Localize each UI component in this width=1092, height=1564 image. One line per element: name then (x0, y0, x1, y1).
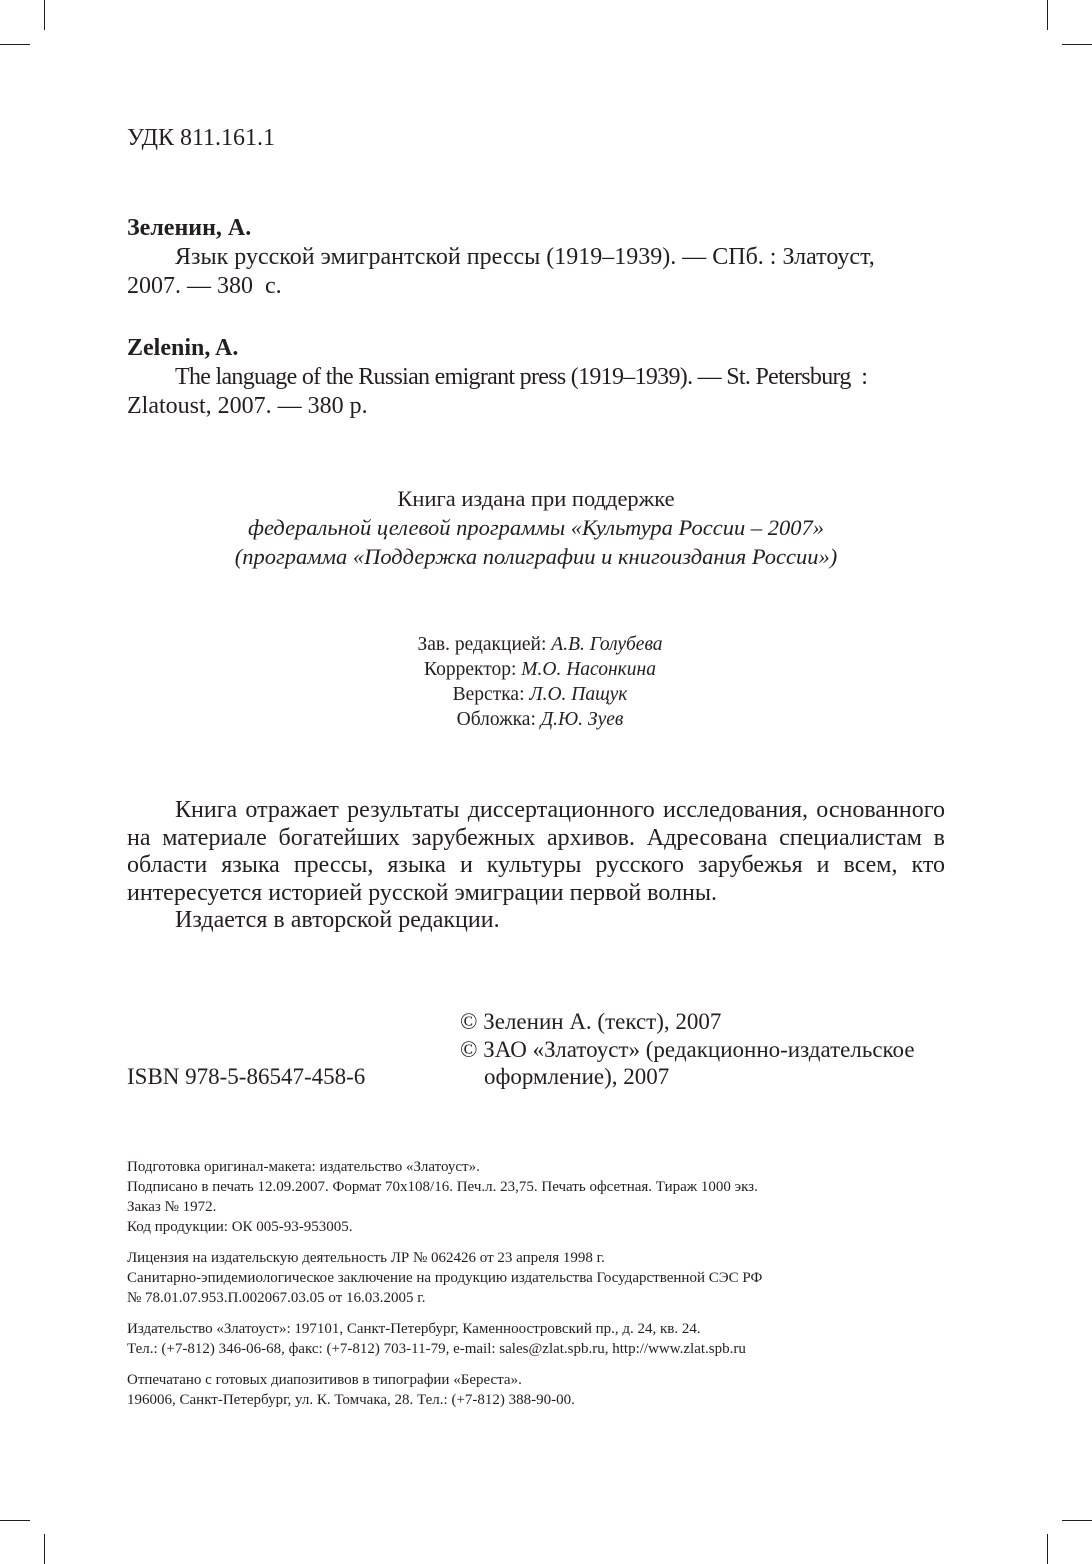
author-name-english: Zelenin, A. (127, 335, 239, 361)
annotation-paragraph: Книга отражает результаты диссертационного исследования, основанного на материале богатейших зарубежных архивов. Адресована специалистам в области языка прессы, языка и культуры русского зарубежья и всем, кто интересуется историей русской эмиграции первой волны. (127, 797, 945, 906)
imprint-line: Подписано в печать 12.09.2007. Формат 70х108/16. Печ.л. 23,75. Печать офсетная. Тираж 1000 экз. (127, 1179, 758, 1195)
title-line-russian: Язык русской эмигрантской прессы (1919–1939). — СПб. : Златоуст, (175, 244, 875, 270)
annotation-note: Издается в авторской редакции. (175, 907, 500, 933)
imprint-line: Издательство «Златоуст»: 197101, Санкт-Петербург, Каменноостровский пр., д. 24, кв. 24. (127, 1321, 701, 1337)
imprint-line: Подготовка оригинал-макета: издательство «Златоуст». (127, 1159, 480, 1175)
imprint-line: № 78.01.07.953.П.002067.03.05 от 16.03.2005 г. (127, 1290, 426, 1306)
staff-proofreader: Корректор: М.О. Насонкина (424, 659, 656, 680)
crop-mark-top-right-vertical (1047, 0, 1048, 30)
bibliographic-entry-russian (127, 214, 945, 301)
copyright-author: © Зеленин А. (текст), 2007 (460, 1009, 722, 1034)
imprint-line: Лицензия на издательскую деятельность ЛР № 062426 от 23 апреля 1998 г. (127, 1250, 605, 1266)
copyright-publisher: © ЗАО «Златоуст» (редакционно-издательское (460, 1036, 915, 1062)
crop-mark-bottom-left-vertical (44, 1534, 45, 1564)
imprint-group-printer (127, 1370, 927, 1410)
imprint-line: Код продукции: ОК 005-93-953005. (127, 1219, 353, 1235)
title-line-english: The language of the Russian emigrant press (1919–1939). — St. Petersburg : (175, 364, 868, 390)
bibliographic-entry-english (127, 334, 945, 421)
imprint-line: Отпечатано с готовых диапозитивов в типографии «Береста». (127, 1372, 522, 1388)
editorial-staff (300, 632, 780, 732)
imprint-group-publisher (127, 1319, 927, 1359)
program-name: федеральной целевой программы «Культура России – 2007» (248, 515, 824, 540)
crop-mark-top-left-vertical (44, 0, 45, 30)
staff-layout: Верстка: Л.О. Пащук (452, 684, 628, 705)
imprint-line: 196006, Санкт-Петербург, ул. К. Томчака, 28. Тел.: (+7-812) 388-90-00. (127, 1392, 575, 1408)
staff-cover: Обложка: Д.Ю. Зуев (456, 709, 624, 730)
annotation (127, 797, 945, 935)
copyright-publisher-cont: оформление), 2007 (484, 1064, 670, 1089)
isbn: ISBN 978-5-86547-458-6 (127, 1064, 366, 1089)
staff-editor: Зав. редакцией: А.В. Голубева (417, 634, 663, 655)
imprint-group-license (127, 1248, 927, 1308)
crop-mark-bottom-right-horizontal (1062, 1520, 1092, 1521)
subprogram-name: (программа «Поддержка полиграфии и книгоиздания России») (234, 544, 838, 569)
imprint-block (127, 1157, 927, 1421)
imprint-line: Санитарно-эпидемиологическое заключение на продукцию издательства Государственной СЭС РФ (127, 1270, 763, 1286)
imprint-line-english: Zlatoust, 2007. — 380 p. (127, 393, 368, 419)
imprint-line: Заказ № 1972. (127, 1199, 217, 1215)
crop-mark-bottom-right-vertical (1047, 1534, 1048, 1564)
crop-mark-top-left-horizontal (0, 44, 30, 45)
imprint-group-production (127, 1157, 927, 1237)
imprint-line-russian: 2007. — 380 с. (127, 273, 282, 299)
author-name-russian: Зеленин, А. (127, 215, 252, 241)
copyright-block (460, 1008, 960, 1091)
udk-code: УДК 811.161.1 (127, 125, 276, 151)
crop-mark-bottom-left-horizontal (0, 1520, 30, 1521)
imprint-line: Тел.: (+7-812) 346-06-68, факс: (+7-812) 703-11-79, e-mail: sales@zlat.spb.ru, http://www.zlat.spb.ru (127, 1341, 746, 1357)
support-line: Книга издана при поддержке (397, 486, 675, 511)
support-statement (127, 484, 945, 571)
crop-mark-top-right-horizontal (1062, 44, 1092, 45)
